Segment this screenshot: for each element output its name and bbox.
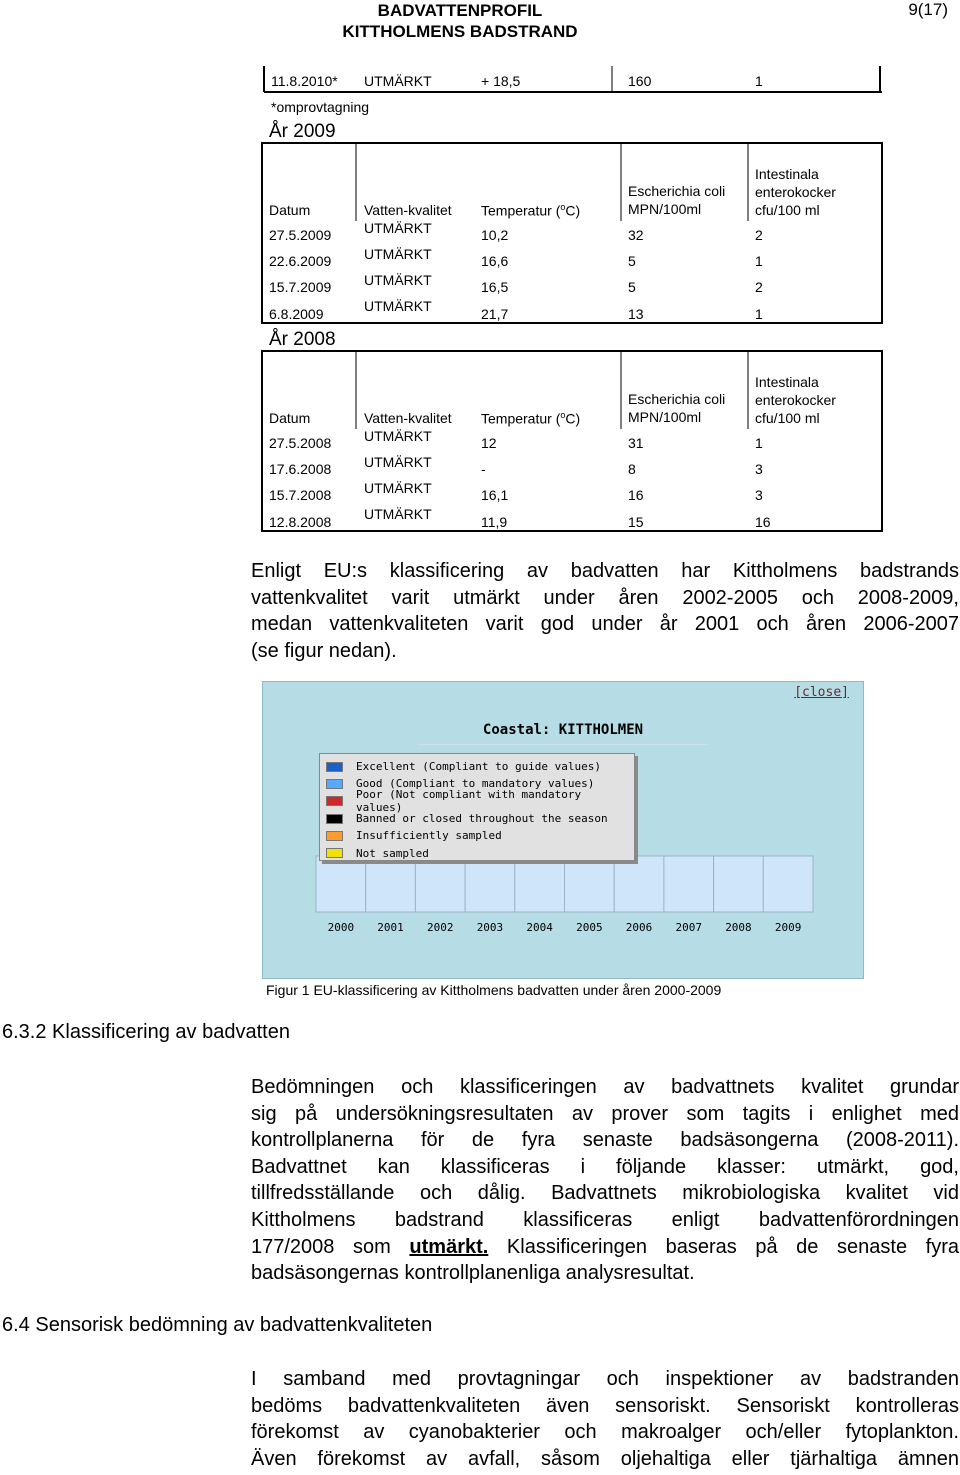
- col-ecoli-unit: MPN/100ml: [628, 201, 702, 217]
- table-cell-entero: 2: [755, 227, 763, 243]
- legend-swatch: [326, 762, 343, 772]
- legend-swatch: [326, 814, 343, 824]
- chart-bar-2008: [714, 856, 764, 912]
- year-2009-heading: År 2009: [269, 121, 336, 142]
- table-cell-ecoli: 32: [628, 227, 644, 243]
- table-cell-entero: 16: [755, 514, 771, 530]
- table-cell-entero: 2: [755, 279, 763, 295]
- col-date: Datum: [269, 202, 311, 218]
- table-cell-entero: 1: [755, 435, 763, 451]
- paragraph-line: bedöms badvattenkvaliteten även sensoriskt. Sensoriskt kontrolleras: [251, 1394, 959, 1417]
- table-cell-entero: 1: [755, 253, 763, 269]
- table-cell-temp: 16,5: [481, 279, 509, 295]
- table-cell-quality: UTMÄRKT: [364, 220, 432, 236]
- paragraph-classification: [251, 1074, 959, 1287]
- table-cell-ecoli: 5: [628, 279, 636, 295]
- paragraph-line: I samband med provtagningar och inspektioner av badstranden: [251, 1368, 959, 1390]
- x-tick-label: 2005: [576, 921, 603, 934]
- paragraph-line: [251, 1234, 959, 1261]
- row-2010-date: 11.8.2010*: [271, 73, 338, 89]
- table-cell-date: 22.6.2009: [269, 253, 332, 269]
- paragraph-line: medan vattenkvaliteten varit god under år 2001 och åren 2006-2007: [251, 613, 959, 636]
- legend-swatch: [326, 848, 343, 858]
- classification-result: utmärkt.: [409, 1235, 489, 1258]
- col-entero: Intestinala: [755, 166, 819, 182]
- legend-swatch: [326, 796, 343, 806]
- table-cell-entero: 3: [755, 461, 763, 477]
- x-tick-label: 2006: [625, 921, 653, 934]
- legend-item: [326, 810, 634, 827]
- x-tick-label: 2001: [377, 921, 404, 934]
- chart-bar-2005: [565, 856, 615, 912]
- col-temperature: Temperatur ($^o$C): [481, 410, 581, 427]
- col-ecoli: Escherichia coli: [628, 391, 726, 407]
- legend-label: Not sampled: [356, 846, 429, 860]
- table-cell-date: 27.5.2008: [269, 435, 332, 451]
- legend-item: [326, 758, 634, 775]
- col-quality: Vatten-kvalitet: [364, 202, 452, 218]
- row-2010-entero: 1: [755, 73, 763, 89]
- col-entero-unit: cfu/100 ml: [755, 410, 820, 426]
- table-cell-entero: 3: [755, 487, 763, 503]
- table-cell-date: 15.7.2009: [269, 279, 332, 295]
- paragraph-line: Kittholmens badstrand klassificeras enligt badvattenförordningen: [251, 1208, 959, 1231]
- resampling-note: *omprovtagning: [271, 99, 370, 115]
- paragraph-line: Bedömningen och klassificeringen av badvattnets kvalitet grundar: [251, 1076, 959, 1098]
- table-cell-quality: UTMÄRKT: [364, 506, 432, 522]
- col-entero: Intestinala: [755, 374, 819, 390]
- table-cell-quality: UTMÄRKT: [364, 454, 432, 470]
- row-2010-quality: UTMÄRKT: [364, 73, 432, 89]
- table-cell-date: 17.6.2008: [269, 461, 332, 477]
- table-cell-ecoli: 13: [628, 306, 644, 322]
- table-cell-quality: UTMÄRKT: [364, 480, 432, 496]
- paragraph-line: sig på undersökningsresultaten av prover som tagits i enlighet med: [251, 1102, 959, 1125]
- table-cell-quality: UTMÄRKT: [364, 272, 432, 288]
- x-tick-label: 2009: [774, 921, 802, 934]
- chart-bar-2003: [465, 856, 515, 912]
- year-2008-heading: År 2008: [269, 329, 336, 350]
- paragraph-line: tillfredsställande och dålig. Badvattnets mikrobiologiska kvalitet vid: [251, 1182, 959, 1205]
- chart-bar-2000: [316, 856, 366, 912]
- paragraph-line: förekomst av cyanobakterier och makroalger och/eller fytoplankton.: [251, 1421, 959, 1444]
- chart-title: Coastal: KITTHOLMEN: [482, 722, 644, 738]
- x-tick-label: 2004: [526, 921, 553, 934]
- section-heading-6-4: 6.4 Sensorisk bedömning av badvattenkvaliteten: [2, 1314, 433, 1336]
- col-temperature: Temperatur ($^o$C): [481, 202, 581, 219]
- legend-label: Insufficiently sampled: [356, 829, 502, 843]
- table-cell-temp: 21,7: [481, 306, 509, 322]
- table-cell-temp: 16,1: [481, 487, 509, 503]
- paragraph-line: kontrollplanerna för de fyra senaste badsäsongerna (2008-2011).: [251, 1129, 959, 1152]
- close-link[interactable]: [close]: [794, 685, 849, 700]
- col-ecoli: Escherichia coli: [628, 183, 726, 199]
- legend-label: Banned or closed throughout the season: [356, 812, 608, 826]
- table-cell-temp: 10,2: [481, 227, 509, 243]
- col-entero-2: enterokocker: [755, 184, 836, 200]
- col-entero-2: enterokocker: [755, 392, 836, 408]
- figure-caption: Figur 1 EU-klassificering av Kittholmens badvatten under åren 2000-2009: [266, 982, 722, 998]
- paragraph-line: (se figur nedan).: [251, 639, 397, 662]
- table-cell-ecoli: 31: [628, 435, 644, 451]
- legend-item: [326, 844, 634, 861]
- eu-classification-chart: [262, 681, 864, 979]
- row-2010-ecoli: 160: [628, 73, 652, 89]
- table-cell-ecoli: 16: [628, 487, 644, 503]
- paragraph-line: vattenkvalitet varit utmärkt under åren 2002-2005 och 2008-2009,: [251, 586, 959, 609]
- paragraph-line: Enligt EU:s klassificering av badvatten har Kittholmens badstrands: [251, 560, 959, 582]
- table-cell-date: 27.5.2009: [269, 227, 332, 243]
- legend-label: Poor (Not compliant with mandatory values): [355, 788, 582, 815]
- x-tick-label: 2002: [427, 921, 454, 934]
- header-subtitle: KITTHOLMENS BADSTRAND: [342, 22, 578, 41]
- table-cell-quality: UTMÄRKT: [364, 246, 432, 262]
- chart-legend: [319, 753, 635, 861]
- chart-bar-2004: [515, 856, 565, 912]
- legend-item: [326, 827, 634, 844]
- legend-label: Good (Compliant to mandatory values): [356, 777, 595, 791]
- row-2010-temp: + 18,5: [481, 73, 521, 89]
- legend-swatch: [326, 779, 343, 789]
- chart-bar-2009: [763, 856, 813, 912]
- x-tick-label: 2007: [675, 921, 702, 934]
- legend-swatch: [326, 831, 343, 841]
- row-2010-frame: [258, 62, 888, 96]
- table-cell-ecoli: 5: [628, 253, 636, 269]
- table-cell-date: 6.8.2009: [269, 306, 324, 322]
- chart-bar-2002: [415, 856, 465, 912]
- chart-bar-2006: [614, 856, 664, 912]
- paragraph-line: badsäsongernas kontrollplanenliga analysresultat.: [251, 1262, 695, 1285]
- x-tick-label: 2003: [476, 921, 504, 934]
- col-date: Datum: [269, 410, 311, 426]
- text-run: 177/2008 som: [251, 1235, 391, 1258]
- legend-label: Excellent (Compliant to guide values): [356, 760, 602, 774]
- paragraph-eu-classification: [251, 558, 959, 664]
- table-cell-date: 15.7.2008: [269, 487, 332, 503]
- paragraph-sensory: [251, 1366, 959, 1472]
- paragraph-line: Även förekomst av avfall, såsom oljehaltiga eller tjärhaltiga ämnen: [251, 1447, 959, 1470]
- header-title: BADVATTENPROFIL: [377, 1, 543, 20]
- table-cell-temp: 16,6: [481, 253, 509, 269]
- chart-bar-2001: [366, 856, 416, 912]
- text-run: Klassificeringen baseras på de senaste fyra: [506, 1235, 960, 1258]
- col-quality: Vatten-kvalitet: [364, 410, 452, 426]
- page-number: 9(17): [908, 0, 948, 19]
- col-entero-unit: cfu/100 ml: [755, 202, 820, 218]
- table-cell-entero: 1: [755, 306, 763, 322]
- col-ecoli-unit: MPN/100ml: [628, 409, 702, 425]
- table-cell-ecoli: 8: [628, 461, 636, 477]
- x-tick-label: 2008: [725, 921, 752, 934]
- x-tick-label: 2000: [327, 921, 355, 934]
- table-cell-temp: -: [481, 461, 486, 477]
- table-cell-quality: UTMÄRKT: [364, 298, 432, 314]
- table-cell-ecoli: 15: [628, 514, 644, 530]
- legend-item: [326, 788, 634, 815]
- table-cell-quality: UTMÄRKT: [364, 428, 432, 444]
- table-cell-temp: 12: [481, 435, 497, 451]
- table-cell-temp: 11,9: [481, 514, 508, 530]
- chart-bar-2007: [664, 856, 714, 912]
- table-cell-date: 12.8.2008: [269, 514, 332, 530]
- paragraph-line: Badvattnet kan klassificeras i följande klasser: utmärkt, god,: [251, 1155, 959, 1178]
- section-heading-6-3-2: 6.3.2 Klassificering av badvatten: [2, 1021, 290, 1043]
